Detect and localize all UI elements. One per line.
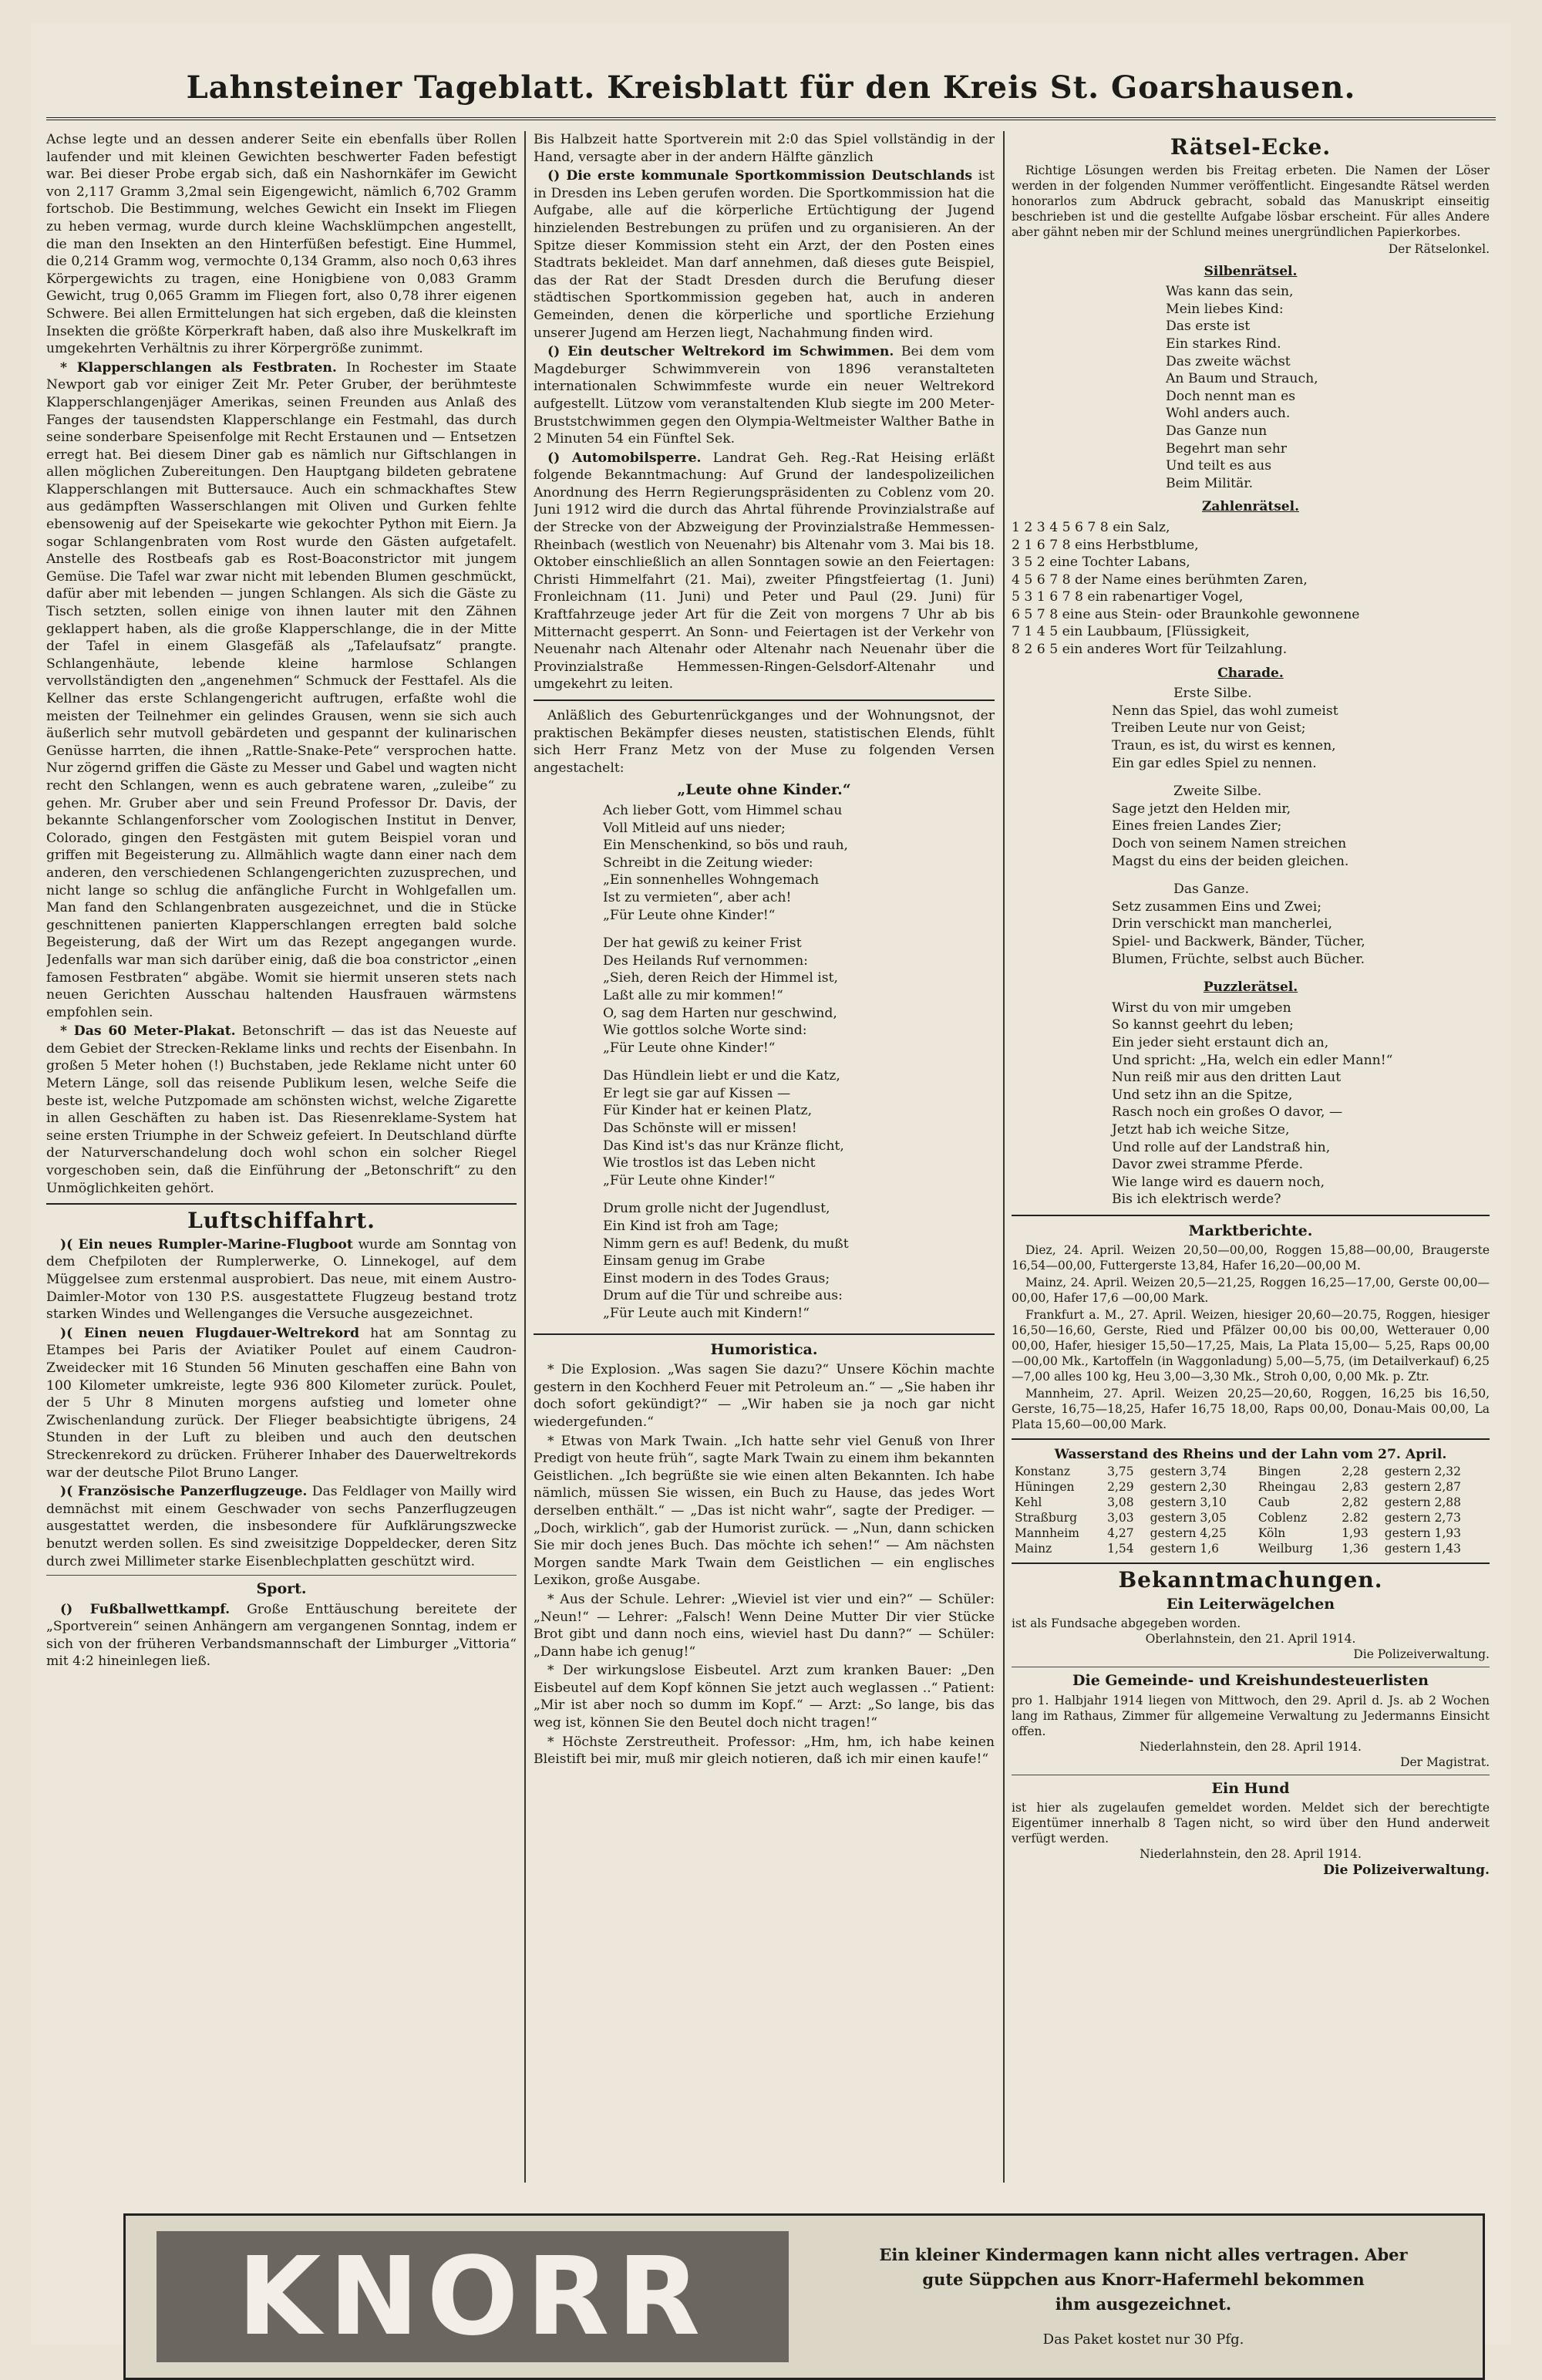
article-title: () Die erste kommunale Sportkommission Deutschlands <box>547 168 973 184</box>
section-rule <box>534 1333 995 1335</box>
riddle-line: Wohl anders auch. <box>1166 406 1291 422</box>
article-body: Betonschrift — das ist das Neueste auf dem Gebiet der Strecken-Reklame links und rechts der Eisenbahn. In großen 5 Meter hohen (!) Buchstaben, jede Reklame nicht unter 60 Metern Länge, soll das reisende Publikum lesen, welche Seife die beste ist, welche Putzpomade am schönsten wichst, welche Zigarette in allen Geschäften zu haben ist. Das Riesenreklame-System hat seine ersten Triumphe in der Schweiz gefeiert. In Deutschland dürfte der Naturverschandelung doch wohl schon ein solcher Riegel vorgeschoben sein, daß die Einführung der „Betonschrift“ zu den Unmöglichkeiten gehört. <box>46 1023 517 1196</box>
riddle-line: Blumen, Früchte, selbst auch Bücher. <box>1112 951 1365 967</box>
poem-line: Drum grolle nicht der Jugendlust, <box>603 1201 830 1217</box>
article-fussball <box>46 1601 517 1670</box>
charade-stanza <box>1112 881 1490 968</box>
poem-line: Er legt sie gar auf Kissen — <box>603 1085 791 1101</box>
table-cell: 2.82 <box>1342 1511 1369 1525</box>
poem-title: „Leute ohne Kinder.“ <box>677 781 851 799</box>
article-anlass: Anläßlich des Geburtenrückganges und der Wohnungsnot, der praktischen Bekämpfer dieses neusten, statistischen Elends, fühlt sich Herr Franz Metz von der Muse zu folgenden Versen angestachelt: <box>534 708 995 776</box>
poem-line: Des Heilands Ruf vernommen: <box>603 952 808 969</box>
article-insects: Achse legte und an dessen anderer Seite ein ebenfalls über Rollen laufender und mit kleinen Gewichten beschwerter Faden befestigt war. Bei dieser Probe ergab sich, daß ein Nashornkäfer im Gewicht von 2,117 Gramm 3,2mal sein Eigengewicht, nämlich 6,702 Gramm fortschob. Die Bestimmung, welches Gewicht ein Insekt im Fliegen zu heben vermag, wurde durch kleine Wachsklümpchen angestellt, die man den Insekten an den Hinterfüßen befestigt. Eine Hummel, die 0,214 Gramm wog, vermochte 0,134 Gramm, also noch 0,63 ihres Körpergewichts zu tragen, eine Honigbiene von 0,083 Gramm Gewicht, trug 0,065 Gramm im Fliegen fort, also 0,78 ihrer eigenen Schwere. Bei allen Ermittelungen hat sich ergeben, daß die kleinsten Insekten die größte Körperkraft haben, daß also ihre Muskelkraft im umgekehrten Verhältnis zu ihrer Körpergröße zunimmt. <box>46 132 517 357</box>
table-cell: gestern 2,73 <box>1384 1511 1462 1525</box>
poem-line: „Für Leute ohne Kinder!“ <box>603 1172 776 1188</box>
ad-line: Ein kleiner Kindermagen kann nicht alles vertragen. Aber <box>879 2245 1408 2264</box>
section-rule <box>1012 1438 1490 1440</box>
table-cell: 1,36 <box>1342 1542 1369 1556</box>
charade-stanza <box>1112 685 1490 772</box>
poem-line: Das Kind ist's das nur Kränze flicht, <box>603 1138 844 1154</box>
column-divider <box>524 131 526 2183</box>
ad-text <box>835 2243 1452 2352</box>
poem-line: Einsam genug im Grabe <box>603 1253 766 1269</box>
marktberichte-title: Marktberichte. <box>1188 1222 1313 1239</box>
puzzleraetsel-title: Puzzlerätsel. <box>1203 979 1298 996</box>
table-cell: 2,83 <box>1342 1480 1369 1495</box>
article-title: )( Einen neuen Flugdauer-Weltrekord <box>60 1325 360 1341</box>
table-row <box>1012 1464 1490 1479</box>
poem-line: Wie gottlos solche Worte sind: <box>603 1023 807 1039</box>
newspaper-page <box>31 23 1511 2360</box>
article-body: In Rochester im Staate Newport gab vor einiger Zeit Mr. Peter Gruber, der berühmteste Klapperschlangenjäger Amerikas, seinen Freunden aus Anlaß des Fanges der tausendsten Klapperschlange ein Festmahl, das durch seine sonderbare Speisenfolge mit Recht Erstaunen und — Entsetzen erregt hat. Bei diesem Diner gab es nämlich nur Giftschlangen in allen möglichen Zubereitungen. Den Hauptgang bildeten gebratene Klapperschlangen mit Buttersauce. Auch ein schmackhaftes Stew aus gedämpften Wasserschlangen mit Oliven und Gurken fehlte ebensowenig auf der Speisekarte wie gekochter Python mit Eiern. Ja sogar Schlangenbraten vom Rost wurde den Gästen aufgetafelt. Anstelle des Rostbeafs gab es Rost-Boaconstrictor mit jungem Gemüse. Die Tafel war zwar nicht mit lebenden Blumen geschmückt, dafür aber mit lebenden — jungen Schlangen. Als sich die Gäste zu Tisch setzten, sollen einige von ihnen lauter mit den Zähnen geklappert haben, als die große Klapperschlange, die in der Mitte der Tafel in einem Glasgefäß als „Tafelaufsatz“ prangte. Schlangenhäute, lebende kleine harmlose Schlangen vervollständigten den „angenehmen“ Schmuck der Festtafel. Als die Kellner das erste Schlangengericht auftrugen, erfaßte wohl die meisten der Teilnehmer ein gelindes Grausen, wenn sie sich auch äußerlich sehr mutvoll gebärdeten und gespannt der kulinarischen Genüsse harrten, die ihnen „Rattle-Snake-Pete“ versprochen hatte. Nur zögernd griffen die Gäste zu Messer und Gabel und wagten nicht recht den Schlangen, wenn es auch gebratene waren, „zuleibe“ zu gehen. Mr. Gruber aber und sein Freund Professor Dr. Davis, der bekannte Schlangenforscher vom Zoologischen Institut in Denver, Colorado, gingen den Festgästen mit gutem Beispiel voran und griffen mit Begeisterung zu. Allmählich wagte dann einer nach dem anderen, den verschiedenen Schlangengerichten zuzusprechen, und nicht lange so schlug die anfängliche Furcht in Wohlgefallen um. Man fand den Schlangenbraten ausgezeichnet, und die in Stücke geschnittenen panierten Klapperschlangen erregten bald solche Begeisterung, daß der Wirt um das Rezept angegangen wurde. Jedenfalls war man sich darüber einig, daß die boa constrictor „einen famosen Festbraten“ abgäbe. Womit sie hiermit unseren stets nach neuen Gerichten Ausschau haltenden Hausfrauen wärmstens empfohlen sein. <box>46 359 517 1020</box>
table-cell: Rheingau <box>1258 1480 1316 1495</box>
poem-line: Nimm gern es auf! Bedenk, du mußt <box>603 1236 849 1252</box>
table-cell: 4,27 <box>1107 1526 1134 1541</box>
article-body: Landrat Geh. Reg.-Rat Heising erläßt folgende Bekanntmachung: Auf Grund der landespolizeilichen Anordnung des Herrn Regierungspräsidenten zu Coblenz vom 20. Juni 1912 wird die durch das Ahrtal führende Provinzialstraße auf der Strecke von der Abzweigung der Provinzialstraße Hemmessen-Rheinbach (westlich von Neuenahr) bis Altenahr vom 3. Mai bis 18. Oktober einschließlich an allen Sonntagen sowie an den Feiertagen: Christi Himmelfahrt (21. Mai), zweiter Pfingstfeiertag (1. Juni) Fronleichnam (11. Juni) und Peter und Paul (29. Juni) für Kraftfahrzeuge jeder Art für die Zeit von morgens 7 Uhr ab bis Mitternacht gesperrt. An Sonn- und Feiertagen ist der Verkehr von Neuenahr nach Altenahr oder Altenahr nach Neuenahr über die Provinzialstraße Hemmessen-Ringen-Gelsdorf-Altenahr und umgekehrt zu leiten. <box>534 450 995 693</box>
riddle-line: Setz zusammen Eins und Zwei; <box>1112 898 1321 915</box>
column-divider <box>1003 131 1005 2183</box>
market-report: Mannheim, 27. April. Weizen 20,25—20,60, Roggen, 16,25 bis 16,50, Gerste, 16,75—18,25, Hafer 16,75 18,00, Raps 00,00, Donau-Mais 00,00, La Plata 15,60—00,00 Mark. <box>1012 1387 1490 1432</box>
article-body: Bei dem vom Magdeburger Schwimmverein von 1896 veranstalteten internationalen Schwimmfeste wurde ein neuer Weltrekord aufgestellt. Lützow vom veranstaltenden Klub siegte im 200 Meter-Bruststchwimmen gegen den Olympia-Weltmeister Walther Bathe in 2 Minuten 54 ein Fünftel Sek. <box>534 344 995 447</box>
table-cell: gestern 3,74 <box>1150 1465 1227 1479</box>
notice-signature: Die Polizeiverwaltung. <box>1353 1647 1490 1662</box>
riddle-line: Wie lange wird es dauern noch, <box>1112 1174 1325 1190</box>
charade-subheading: Das Ganze. <box>1173 882 1250 898</box>
table-cell: 3,03 <box>1107 1511 1134 1525</box>
riddle-line: Und rolle auf der Landstraß hin, <box>1112 1139 1331 1155</box>
humor-item: * Höchste Zerstreutheit. Professor: „Hm, hm, ich habe keinen Bleistift bei mir, muß mir gleich notieren, daß ich mir einen kaufe!“ <box>534 1734 995 1768</box>
riddle-line: Spiel- und Backwerk, Bänder, Tücher, <box>1112 933 1365 949</box>
table-cell: 2,29 <box>1107 1480 1134 1495</box>
table-cell: gestern 2,32 <box>1384 1465 1462 1479</box>
section-heading-raetsel: Rätsel-Ecke. <box>1170 134 1332 160</box>
column-2 <box>534 131 995 2183</box>
notice-body: ist hier als zugelaufen gemeldet worden. Meldet sich der berechtigte Eigentümer innerhalb 8 Tagen nicht, so wird über den Hund anderweit verfügt werden. <box>1012 1801 1490 1846</box>
silbenraetsel <box>1166 283 1490 492</box>
puzzleraetsel <box>1112 1000 1490 1209</box>
riddle-line: 1 2 3 4 5 6 7 8 ein Salz, <box>1012 519 1170 535</box>
riddle-line: Davor zwei stramme Pferde. <box>1112 1157 1304 1173</box>
poem <box>603 802 995 1323</box>
section-heading-sport: Sport. <box>256 1580 307 1598</box>
column-3 <box>1012 131 1490 2183</box>
riddle-line: Das Ganze nun <box>1166 423 1268 439</box>
article-body: ist in Dresden ins Leben gerufen worden. Die Sportkommission hat die Aufgabe, alle auf die körperliche Ertüchtigung der Jugend hinzielenden Bestrebungen zu prüfen und zu organisieren. An der Spitze dieser Kommission steht ein Arzt, der den Posten eines Stadtrats bekleidet. Man darf annehmen, daß dieses gute Beispiel, das der Rat der Stadt Dresden durch die Berufung dieser städtischen Sportkommission gegeben hat, auch in anderen Gemeinden, denen die körperliche und sportliche Erziehung unserer Jugend am Herzen liegt, Nachahmung finden wird. <box>534 168 995 341</box>
humor-list <box>534 1361 995 1768</box>
ad-line: gute Süppchen aus Knorr-Hafermehl bekommen <box>922 2270 1365 2289</box>
article-klapperschlangen <box>46 359 517 1022</box>
riddle-line: Bis ich elektrisch werde? <box>1112 1192 1281 1208</box>
poem-line: Für Kinder hat er keinen Platz, <box>603 1103 813 1119</box>
riddle-line: 2 1 6 7 8 eins Herbstblume, <box>1012 537 1199 553</box>
table-cell: gestern 1,43 <box>1384 1542 1462 1556</box>
zahlenraetsel-title: Zahlenrätsel. <box>1201 499 1299 515</box>
humor-item: * Aus der Schule. Lehrer: „Wieviel ist vier und ein?“ — Schüler: „Neun!“ — Lehrer: „Falsch! Wenn Deine Mutter Dir vier Stücke Brot gibt und dann noch eins, wieviel hast Du dann?“ — Schüler: „Dann habe ich genug!“ <box>534 1591 995 1660</box>
riddle-line: Begehrt man sehr <box>1166 440 1287 457</box>
article-body: hat am Sonntag zu Etampes bei Paris der Aviatiker Poulet auf einem Caudron-Zweidecker mit 16 Stunden 56 Minuten geschaffen eine Bahn von 100 Kilometer umkreiste, legte 936 800 Kilometer zurück. Poulet, der 5 Uhr 8 Minuten morgens aufstieg und lometer ohne Zwischenlandung zurück. Der Flieger beabsichtigte übrigens, 24 Stunden in der Luft zu bleiben und auch den deutschen Streckenrekord zu drücken. Früherer Inhaber des Dauerweltrekords war der deutsche Pilot Bruno Langer. <box>46 1325 517 1481</box>
table-cell: Mainz <box>1015 1542 1052 1556</box>
charade-title: Charade. <box>1217 665 1284 681</box>
table-row <box>1012 1525 1490 1541</box>
riddle-line: Eines freien Landes Zier; <box>1112 818 1282 834</box>
section-heading-humoristica: Humoristica. <box>710 1340 818 1358</box>
table-cell: gestern 2,30 <box>1150 1480 1227 1495</box>
article-panzerflugzeuge <box>46 1483 517 1570</box>
table-cell: Hüningen <box>1015 1480 1075 1495</box>
poem-line: Ach lieber Gott, vom Himmel schau <box>603 802 843 818</box>
wasserstand-title: Wasserstand des Rheins und der Lahn vom 27. April. <box>1054 1447 1447 1463</box>
riddle-line: 5 3 1 6 7 8 ein rabenartiger Vogel, <box>1012 589 1244 605</box>
notice-body: ist als Fundsache abgegeben worden. <box>1012 1616 1241 1631</box>
poem-line: Das Schönste will er missen! <box>603 1121 797 1137</box>
table-cell: gestern 1,6 <box>1150 1542 1220 1556</box>
zahlenraetsel <box>1012 519 1490 659</box>
table-cell: Köln <box>1258 1526 1286 1541</box>
poem-line: Ein Kind ist froh am Tage; <box>603 1219 779 1235</box>
notice-signature: Die Polizeiverwaltung. <box>1323 1863 1490 1879</box>
notice-body: pro 1. Halbjahr 1914 liegen von Mittwoch, den 29. April d. Js. ab 2 Wochen lang im Rathaus, Zimmer für allgemeine Verwaltung zu Jedermanns Einsicht offen. <box>1012 1693 1490 1738</box>
riddle-line: Traun, es ist, du wirst es kennen, <box>1112 738 1336 754</box>
riddle-line: Drin verschickt man mancherlei, <box>1112 916 1332 932</box>
poem-line: „Ein sonnenhelles Wohngemach <box>603 872 820 888</box>
notice-signature: Der Magistrat. <box>1400 1755 1490 1769</box>
column-1 <box>46 131 517 2183</box>
riddle-line: Das zweite wächst <box>1166 353 1291 369</box>
table-cell: gestern 2,87 <box>1384 1480 1462 1495</box>
poem-line: Laßt alle zu mir kommen!“ <box>603 987 783 1003</box>
riddle-line: Das erste ist <box>1166 319 1251 335</box>
article-title: () Ein deutscher Weltrekord im Schwimmen. <box>547 344 894 360</box>
poem-line: „Für Leute auch mit Kindern!“ <box>603 1306 810 1321</box>
table-cell: gestern 2,88 <box>1384 1495 1462 1510</box>
wasserstand-table <box>1012 1464 1490 1556</box>
article-body: Große Enttäuschung bereitete der „Sportverein“ seinen Anhängern am vergangenen Sonntag, indem er sich von der früheren Verbandsmannschaft der Limburger „Vittoria“ mit 4:2 hineinlegen ließ. <box>46 1601 517 1670</box>
poem-line: O, sag dem Harten nur geschwind, <box>603 1005 837 1021</box>
table-cell: 3,08 <box>1107 1495 1134 1510</box>
humor-item: * Der wirkungslose Eisbeutel. Arzt zum kranken Bauer: „Den Eisbeutel auf dem Kopf können Sie jetzt auch weglassen ..“ Patient: „Mir ist aber noch so dumm im Kopf.“ — Arzt: „So lange, bis das weg ist, können Sie den Beutel doch nicht tragen!“ <box>534 1663 995 1731</box>
market-report: Mainz, 24. April. Weizen 20,5—21,25, Roggen 16,25—17,00, Gerste 00,00—00,00, Hafer 17,6 —00,00 Mark. <box>1012 1276 1490 1306</box>
article-sportkommission <box>534 167 995 342</box>
article-schwimmen <box>534 343 995 448</box>
article-title: * Klapperschlangen als Festbraten. <box>60 359 337 376</box>
article-body: wurde am Sonntag von dem Chefpiloten der Rumplerwerke, O. Linnekogel, auf dem Müggelsee zum erstenmal ausprobiert. Das neue, mit einem Austro-Daimler-Motor von 130 P.S. ausgestattete Flugzeug bestand trotz starken Windes und Wellenganges die Versuche ausgezeichnet. <box>46 1236 517 1323</box>
article-fussball-cont: Bis Halbzeit hatte Sportverein mit 2:0 das Spiel vollständig in der Hand, versagte aber in der andern Hälfte gänzlich <box>534 132 995 165</box>
table-cell: Konstanz <box>1015 1465 1071 1479</box>
charade <box>1112 685 1490 968</box>
humor-item: * Die Explosion. „Was sagen Sie dazu?“ Unsere Köchin machte gestern in den Kochherd Feuer mit Petroleum an.“ — „Sie haben ihr doch sofort gekündigt?“ — „Wir haben sie ja noch gar nicht wiedergefunden.“ <box>534 1362 995 1430</box>
table-cell: gestern 3,05 <box>1150 1511 1227 1525</box>
article-title: () Fußballwettkampf. <box>60 1601 231 1617</box>
market-report: Frankfurt a. M., 27. April. Weizen, hiesiger 20,60—20.75, Roggen, hiesiger 16,50—16,60, Gerste, Ried und Pfälzer 00,00 bis 00,00, Wetterauer 0,00 00,00, Hafer, hiesiger 15,50—17,25, Mais, La Plata 15,00— 5,25, Raps 00,00—00,00 Mk., Kartoffeln (in Waggonladung) 5,00—5,75, (im Detailverkauf) 6,25—7,00 alles 100 kg, Heu 3,00—3,30 Mk., Stroh 0,00, 0,00 Mk. p. Ztr. <box>1012 1308 1490 1384</box>
table-cell: gestern 1,93 <box>1384 1526 1462 1541</box>
table-cell: Caub <box>1258 1495 1290 1510</box>
poem-line: Das Hündlein liebt er und die Katz, <box>603 1068 840 1084</box>
riddle-line: Nenn das Spiel, das wohl zumeist <box>1112 703 1338 719</box>
table-row <box>1012 1541 1490 1556</box>
silbenraetsel-title: Silbenrätsel. <box>1204 263 1298 279</box>
poem-line: Wie trostlos ist das Leben nicht <box>603 1155 816 1171</box>
notice-place: Oberlahnstein, den 21. April 1914. <box>1145 1632 1356 1647</box>
riddle-line: Nun reiß mir aus den dritten Laut <box>1112 1070 1342 1086</box>
section-rule <box>46 1575 517 1576</box>
riddle-line: So kannst geehrt du leben; <box>1112 1017 1294 1033</box>
poem-line: Einst modern in des Todes Graus; <box>603 1270 830 1286</box>
poem-stanza <box>603 802 995 924</box>
riddle-line: Und setz ihn an die Spitze, <box>1112 1087 1293 1103</box>
riddle-line: Treiben Leute nur von Geist; <box>1112 720 1306 737</box>
table-cell: 2,28 <box>1342 1465 1369 1479</box>
riddle-line: Beim Militär. <box>1166 475 1254 491</box>
table-cell: 2,82 <box>1342 1495 1369 1510</box>
riddle-line: Ein starkes Rind. <box>1166 335 1281 352</box>
poem-line: Schreibt in die Zeitung wieder: <box>603 855 813 871</box>
table-cell: gestern 4,25 <box>1150 1526 1227 1541</box>
article-title: * Das 60 Meter-Plakat. <box>60 1023 236 1040</box>
article-title: )( Französische Panzerflugzeuge. <box>60 1484 308 1500</box>
poem-line: Drum auf die Tür und schreibe aus: <box>603 1288 843 1304</box>
section-rule <box>46 1203 517 1205</box>
charade-subheading: Erste Silbe. <box>1173 686 1252 702</box>
article-title: )( Ein neues Rumpler-Marine-Flugboot <box>60 1236 353 1252</box>
humor-item: * Etwas von Mark Twain. „Ich hatte sehr viel Genuß von Ihrer Predigt von heute früh“, sagte Mark Twain zu einem ihm bekannten Geistlichen. „Ich begrüßte sie wie einen alten Bekannten. Ich habe nämlich, müssen Sie wissen, ein Buch zu Hause, das jedes Wort derselben enthält.“ — „Das ist nicht wahr“, sagte der Prediger. — „Doch, wirklich“, gab der Humorist zurück. — „Nun, dann schicken Sie mir doch jenes Buch. Das möchte ich sehen!“ — Am nächsten Morgen sandte Mark Twain dem Geistlichen — ein englisches Lexikon, große Ausgabe. <box>534 1433 995 1589</box>
table-cell: Kehl <box>1015 1495 1042 1510</box>
ad-price: Das Paket kostet nur 30 Pfg. <box>1042 2331 1244 2348</box>
poem-line: Ein Menschenkind, so bös und rauh, <box>603 838 849 854</box>
poem-stanza <box>603 1200 995 1322</box>
section-heading-bekanntmachungen: Bekanntmachungen. <box>1118 1567 1383 1593</box>
knorr-logo: KNORR <box>157 2231 789 2362</box>
marktberichte <box>1012 1242 1490 1432</box>
ad-line: ihm ausgezeichnet. <box>1055 2294 1232 2314</box>
riddle-line: Was kann das sein, <box>1166 284 1294 300</box>
notice-title: Die Gemeinde- und Kreishundesteuerlisten <box>1072 1672 1429 1690</box>
poem-line: „Für Leute ohne Kinder!“ <box>603 907 776 923</box>
table-cell: Bingen <box>1258 1465 1301 1479</box>
poem-line: „Für Leute ohne Kinder!“ <box>603 1040 776 1056</box>
table-cell: Weilburg <box>1258 1542 1313 1556</box>
riddle-line: Doch nennt man es <box>1166 388 1296 404</box>
table-cell: 3,75 <box>1107 1465 1134 1479</box>
poem-stanza <box>603 935 995 1057</box>
knorr-advertisement <box>123 2213 1485 2380</box>
table-row <box>1012 1510 1490 1525</box>
table-row <box>1012 1479 1490 1495</box>
market-report: Diez, 24. April. Weizen 20,50—00,00, Roggen 15,88—00,00, Braugerste 16,54—00,00, Futtergerste 13,84, Hafer 16,20—00,00 M. <box>1012 1243 1490 1273</box>
notice-place: Niederlahnstein, den 28. April 1914. <box>1140 1847 1362 1862</box>
riddle-line: 3 5 2 eine Tochter Labans, <box>1012 555 1190 571</box>
article-body: Das Feldlager von Mailly wird demnächst mit einem Geschwader von sechs Panzerflugzeugen ausgestattet werden, die insbesondere für Aufklärungszwecke benutzt werden sollen. Es sind zweisitzige Doppeldecker, deren Sitz durch zwei Millimeter starke Eisenblechplatten geschützt wird. <box>46 1484 517 1569</box>
riddle-line: Mein liebes Kind: <box>1166 301 1284 317</box>
riddle-line: Rasch noch ein großes O davor, — <box>1112 1104 1343 1121</box>
poem-line: Ist zu vermieten“, aber ach! <box>603 889 792 905</box>
riddle-line: Sage jetzt den Helden mir, <box>1112 801 1291 817</box>
article-title: () Automobilsperre. <box>547 450 702 466</box>
table-cell: gestern 3,10 <box>1150 1495 1227 1510</box>
notice-place: Niederlahnstein, den 28. April 1914. <box>1140 1739 1362 1754</box>
article-plakat <box>46 1023 517 1197</box>
riddle-line: Ein gar edles Spiel zu nennen. <box>1112 755 1317 771</box>
notice-title: Ein Hund <box>1211 1779 1290 1797</box>
table-cell: Straßburg <box>1015 1511 1078 1525</box>
riddle-line: Doch von seinem Namen streichen <box>1112 836 1347 851</box>
article-flugdauer <box>46 1325 517 1482</box>
riddle-line: Magst du eins der beiden gleichen. <box>1112 853 1349 869</box>
raetsel-signature: Der Rätselonkel. <box>1388 241 1490 256</box>
article-flugboot <box>46 1236 517 1323</box>
masthead: Lahnsteiner Tageblatt. Kreisblatt für den Kreis St. Goarshausen. <box>46 69 1496 120</box>
article-automobilsperre <box>534 450 995 693</box>
poem-line: Voll Mitleid auf uns nieder; <box>603 820 786 836</box>
table-cell: 1,93 <box>1342 1526 1369 1541</box>
riddle-line: 4 5 6 7 8 der Name eines berühmten Zaren, <box>1012 571 1308 588</box>
raetsel-intro: Richtige Lösungen werden bis Freitag erbeten. Die Namen der Löser werden in der folgenden Nummer veröffentlicht. Eingesandte Rätsel werden honorarlos zum Abdruck gebracht, sobald das Manuskript einseitig beschrieben ist und die gestellte Aufgabe lösbar erscheint. Für alles Andere aber gähnt neben mir der Schlund meines unergründlichen Papierkorbes. <box>1012 163 1490 239</box>
riddle-line: Jetzt hab ich weiche Sitze, <box>1112 1121 1290 1138</box>
charade-subheading: Zweite Silbe. <box>1173 784 1262 800</box>
riddle-line: 8 2 6 5 ein anderes Wort für Teilzahlung. <box>1012 642 1288 658</box>
riddle-line: An Baum und Strauch, <box>1166 371 1318 387</box>
charade-stanza <box>1112 783 1490 870</box>
riddle-line: Und teilt es aus <box>1166 458 1272 474</box>
notice-title: Ein Leiterwägelchen <box>1166 1595 1335 1613</box>
section-rule <box>1012 1215 1490 1216</box>
riddle-line: 6 5 7 8 eine aus Stein- oder Braunkohle gewonnene <box>1012 606 1360 622</box>
table-cell: Coblenz <box>1258 1511 1308 1525</box>
riddle-line: Und spricht: „Ha, welch ein edler Mann!“ <box>1112 1052 1393 1068</box>
poem-stanza <box>603 1067 995 1189</box>
poem-line: „Sieh, deren Reich der Himmel ist, <box>603 970 838 986</box>
section-rule <box>534 700 995 701</box>
riddle-line: 7 1 4 5 ein Laubbaum, [Flüssigkeit, <box>1012 624 1250 640</box>
table-row <box>1012 1495 1490 1510</box>
section-heading-luftschiffahrt: Luftschiffahrt. <box>187 1208 375 1234</box>
table-cell: Mannheim <box>1015 1526 1079 1541</box>
poem-line: Der hat gewiß zu keiner Frist <box>603 935 802 952</box>
table-cell: 1,54 <box>1107 1542 1134 1556</box>
riddle-line: Ein jeder sieht erstaunt dich an, <box>1112 1034 1329 1050</box>
section-rule <box>1012 1563 1490 1564</box>
riddle-line: Wirst du von mir umgeben <box>1112 1000 1291 1016</box>
